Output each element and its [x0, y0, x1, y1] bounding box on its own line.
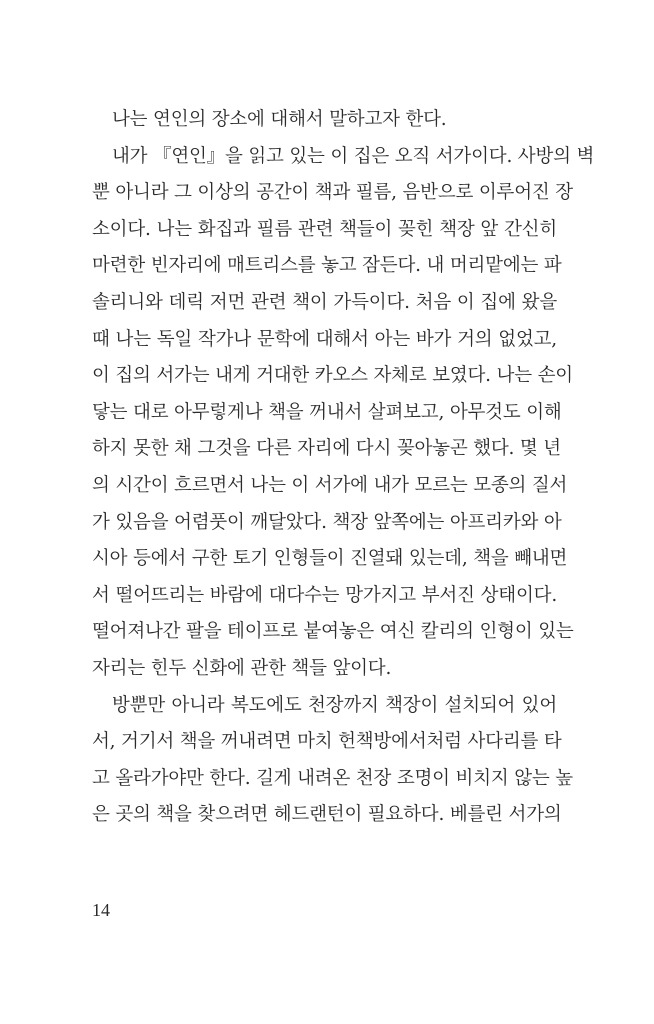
text-line: 방뿐만 아니라 복도에도 천장까지 책장이 설치되어 있어	[112, 694, 557, 716]
text-line: 자리는 힌두 신화에 관한 책들 앞이다.	[92, 657, 392, 679]
text-line: 떨어져나간 팔을 테이프로 붙여놓은 여신 칼리의 인형이 있는	[92, 621, 574, 643]
text-line: 솔리니와 데릭 저먼 관련 책이 가득이다. 처음 이 집에 왔을	[92, 291, 557, 313]
body-text	[92, 102, 595, 834]
page-number: 14	[92, 900, 110, 920]
text-line: 내가 『연인』을 읽고 있는 이 집은 오직 서가이다. 사방의 벽	[112, 145, 595, 167]
text-line: 마련한 빈자리에 매트리스를 놓고 잠든다. 내 머리맡에는 파	[92, 255, 562, 277]
text-line: 나는 연인의 장소에 대해서 말하고자 한다.	[112, 109, 447, 130]
text-line: 서, 거기서 책을 꺼내려면 마치 헌책방에서처럼 사다리를 타	[92, 731, 562, 753]
text-line: 이 집의 서가는 내게 거대한 카오스 자체로 보였다. 나는 손이	[92, 365, 573, 387]
text-line: 때 나는 독일 작가나 문학에 대해서 아는 바가 거의 없었고,	[92, 328, 557, 350]
text-line: 고 올라가야만 한다. 길게 내려온 천장 조명이 비치지 않는 높	[92, 767, 573, 789]
text-line: 가 있음을 어렴풋이 깨달았다. 책장 앞쪽에는 아프리카와 아	[92, 511, 562, 533]
text-line: 닿는 대로 아무렇게나 책을 꺼내서 살펴보고, 아무것도 이해	[92, 401, 562, 423]
text-line: 의 시간이 흐르면서 나는 이 서가에 내가 모르는 모종의 질서	[92, 474, 568, 496]
text-line: 하지 못한 채 그것을 다른 자리에 다시 꽂아놓곤 했다. 몇 년	[92, 438, 561, 460]
text-line: 서 떨어뜨리는 바람에 대다수는 망가지고 부서진 상태이다.	[92, 584, 557, 606]
text-line: 소이다. 나는 화집과 필름 관련 책들이 꽂힌 책장 앞 간신히	[92, 218, 557, 240]
text-line: 시아 등에서 구한 토기 인형들이 진열돼 있는데, 책을 빼내면	[92, 548, 568, 570]
text-line: 뿐 아니라 그 이상의 공간이 책과 필름, 음반으로 이루어진 장	[92, 182, 573, 204]
text-line: 은 곳의 책을 찾으려면 헤드랜턴이 필요하다. 베를린 서가의	[92, 804, 562, 826]
